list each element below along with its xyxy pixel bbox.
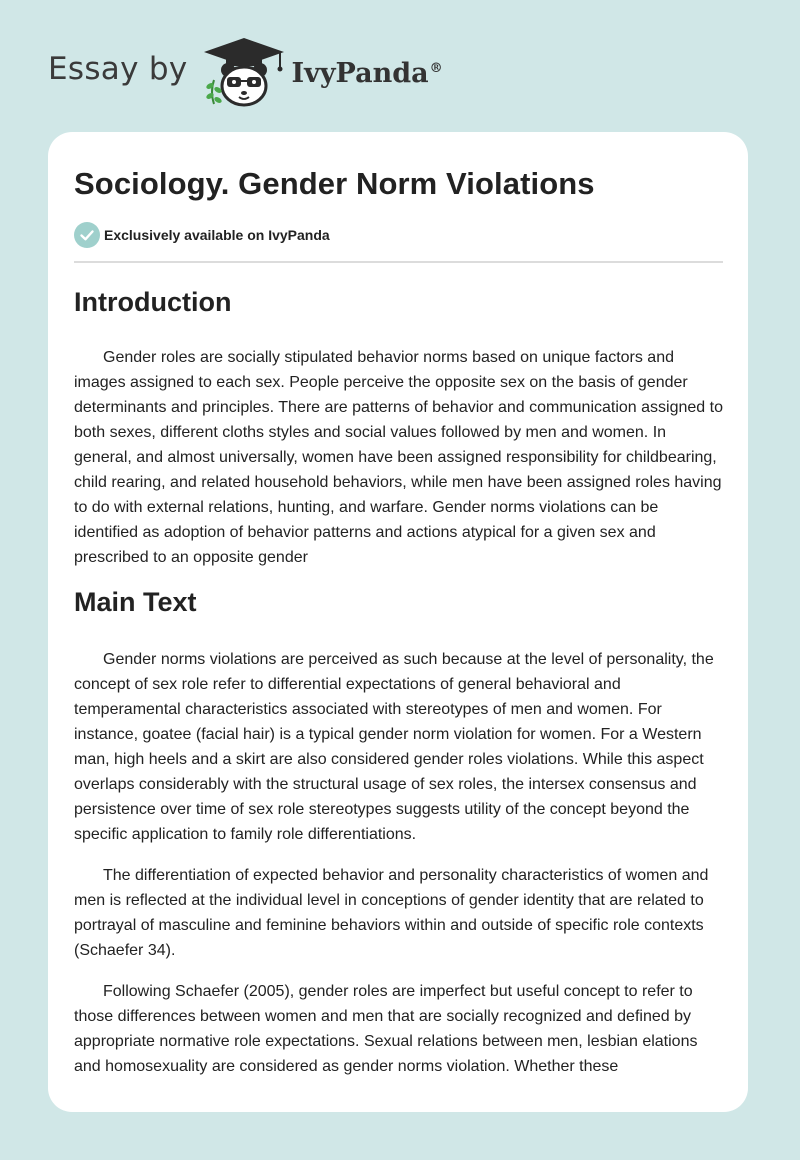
paragraph: Gender norms violations are perceived as such because at the level of personality, the concept of sex role refer to differential expectations of general behavioral and temperamental characteristics associated with stereotypes of men and women. For instance, goatee (facial hair) is a typical gender norm violation for women. For a Western man, high heels and a skirt are also considered gender roles violations. While this aspect overlaps considerably with the structural usage of sex roles, the intersex consensus and persistence over time of sex role stereotypes suggests utility of the concept beyond the specific application to family role differentiations.: [74, 651, 714, 843]
registered-mark: ®: [429, 60, 443, 76]
brand-prefix: Essay by: [48, 51, 188, 87]
exclusive-badge-label: Exclusively available on IvyPanda: [104, 227, 330, 243]
exclusive-badge: [74, 222, 330, 248]
brand-name-text: IvyPanda: [291, 57, 429, 89]
site-header: [48, 36, 443, 108]
panda-logo-icon[interactable]: [200, 36, 288, 108]
article-body: [74, 282, 724, 1079]
paragraph: Gender roles are socially stipulated behavior norms based on unique factors and images assigned to each sex. People perceive the opposite sex on the basis of gender determinants and principles. There are patterns of behavior and communication assigned to both sexes, different cloths styles and social values followed by men and women. In general, and almost universally, women have been assigned responsibility for childbearing, child rearing, and related household behaviors, while men have been assigned roles having to do with external relations, hunting, and warfare. Gender norms violations can be identified as adoption of behavior patterns and actions atypical for a given sex and prescribed to an opposite gender: [74, 349, 723, 566]
paragraph: The differentiation of expected behavior and personality characteristics of women and men is reflected at the individual level in conceptions of gender identity that are related to portrayal of masculine and feminine behaviors within and outside of specific role contexts (Schaefer 34).: [74, 867, 709, 959]
section-heading-main-text: Main Text: [74, 587, 197, 617]
paragraph: Following Schaefer (2005), gender roles are imperfect but useful concept to refer to those differences between women and men that are socially recognized and defined by appropriate normative role expectations. Sexual relations between men, lesbian elations and homosexuality are considered as gender norms violation. Whether these: [74, 983, 698, 1075]
brand-name[interactable]: [292, 58, 443, 89]
title-divider: [74, 261, 723, 263]
section-heading-introduction: Introduction: [74, 287, 232, 317]
article-card: [48, 132, 748, 1112]
page-title: Sociology. Gender Norm Violations: [74, 166, 595, 201]
check-circle-icon: [74, 222, 100, 248]
